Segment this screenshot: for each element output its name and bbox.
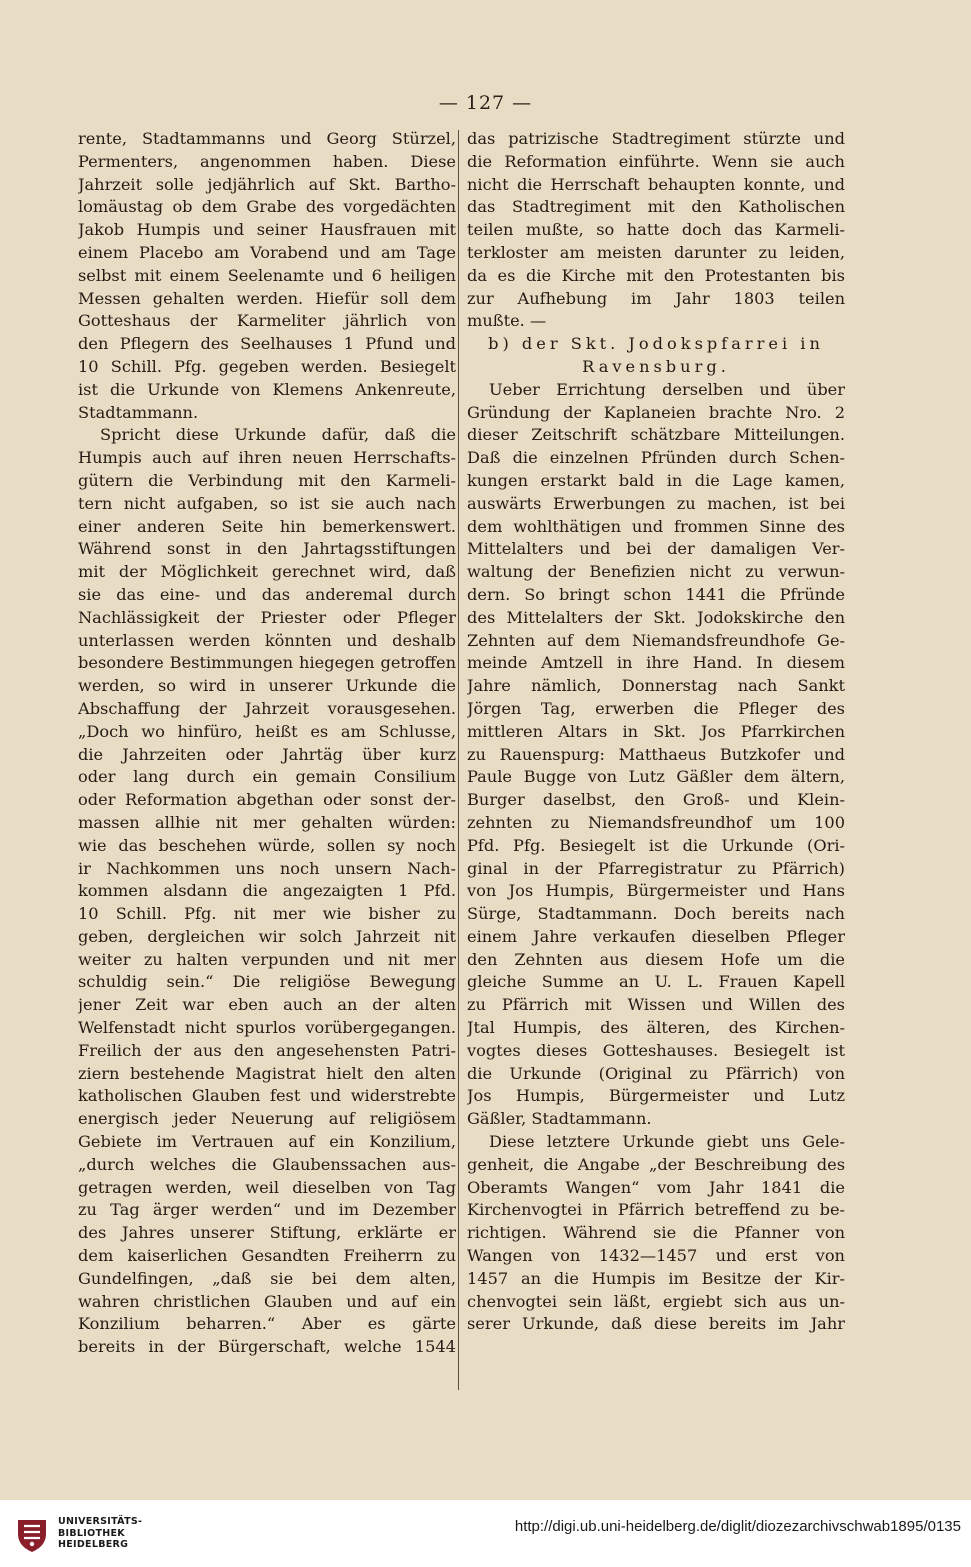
text-line: teilen mußte, so hatte doch das Karmeli- [467,220,845,240]
text-line: richtigen. Während sie die Pfanner von [467,1223,845,1243]
library-name [58,1516,142,1551]
page-number: — 127 — [438,92,533,114]
text-line: das patrizische Stadtregiment stürzte und [467,129,845,148]
footer-bar [0,1500,971,1567]
text-line: Stadtammann. [78,402,199,422]
text-line: chenvogtei sein läßt, ergiebt sich aus un- [467,1291,845,1311]
text-line: die Reformation einführte. Wenn sie auch [467,151,845,171]
text-line: nicht die Herrschaft behaupten konnte, und [467,174,845,194]
text-line: sie das eine- und das anderemal durch [78,584,456,604]
text-line: 10 Schill. Pfg. nit mer wie bisher zu [78,904,456,924]
text-line: Daß die einzelnen Pfründen durch Schen- [467,448,845,468]
text-line: zur Aufhebung im Jahr 1803 teilen [467,288,845,308]
text-line: waltung der Benefizien nicht zu verwun- [467,562,845,582]
text-line: einer anderen Seite hin bemerkenswert. [78,516,456,536]
text-line: kungen erstarkt bald in die Lage kamen, [467,470,845,490]
text-line: einem Placebo am Vorabend und am Tage [78,242,456,262]
text-line: Ueber Errichtung derselben und über [489,379,845,399]
text-line: Jos Humpis, Bürgermeister und Lutz [467,1086,845,1106]
text-line: Gundelfingen, „daß sie bei dem alten, [78,1268,456,1288]
text-line: Burger daselbst, den Groß- und Klein- [467,790,845,810]
text-line: katholischen Glauben fest und widerstrebte [78,1086,456,1106]
text-line: gleiche Summe an U. L. Frauen Kapell [467,972,845,992]
text-line: 1457 an die Humpis im Besitze der Kir- [467,1268,845,1288]
text-line: mußte. — [467,311,547,331]
text-line: Mittelalters und bei der damaligen Ver- [467,539,845,559]
text-line: ginal in der Pfarregistratur zu Pfärrich) [467,858,845,878]
text-line: Nachlässigkeit der Priester oder Pfleger [78,607,456,627]
text-line: „Doch wo hinfüro, heißt es am Schlusse, [78,721,456,741]
text-line: Jakob Humpis und seiner Hausfrauen mit [78,220,456,240]
text-line: Paule Bugge von Lutz Gäßler dem ältern, [467,767,845,787]
text-line: Kirchenvogtei in Pfärrich betreffend zu be- [467,1200,845,1220]
text-line: Jahre nämlich, Donnerstag nach Sankt [467,676,845,696]
text-line: Sürge, Stadtammann. Doch bereits nach [467,904,845,924]
text-line: jener Zeit war eben auch an der alten [78,995,456,1015]
text-line: kommen alsdann die angezaigten 1 Pfd. [78,881,456,901]
text-line: einem Jahre verkaufen dieselben Pfleger [467,926,845,946]
text-line: Permenters, angenommen haben. Diese [78,151,456,171]
text-line: da es die Kirche mit den Protestanten bis [467,265,845,285]
text-line: schuldig sein.“ Die religiöse Bewegung [78,972,456,992]
text-line: Zehnten auf dem Niemandsfreundhofe Ge- [467,630,845,650]
text-line: Gotteshaus der Karmeliter jährlich von [78,311,456,331]
text-line: Freilich der aus den angesehensten Patri- [78,1040,456,1060]
text-line: zu Tag ärger werden“ und im Dezember [78,1200,456,1220]
text-line: gütern die Verbindung mit den Karmeli- [78,470,456,490]
text-line: wahren christlichen Glauben und auf ein [78,1291,456,1311]
text-line: vogtes dieses Gotteshauses. Besiegelt ist [467,1040,845,1060]
text-line: auswärts Erwerbungen zu machen, ist bei [467,493,845,513]
text-line: dem kaiserlichen Gesandten Freiherrn zu [78,1246,456,1266]
text-line: den Pflegern des Seelhauses 1 Pfund und [78,334,456,354]
text-line: dieser Zeitschrift schätzbare Mitteilungen. [467,425,845,445]
text-line: Abschaffung der Jahrzeit vorausgesehen. [78,698,456,718]
text-line: Spricht diese Urkunde dafür, daß die [100,425,456,445]
text-line: genheit, die Angabe „der Beschreibung des [467,1154,845,1174]
text-line: „durch welches die Glaubenssachen aus- [78,1154,456,1174]
text-line: Oberamts Wangen“ vom Jahr 1841 die [467,1177,845,1197]
text-line: mittleren Altars in Skt. Jos Pfarrkirchen [467,721,845,741]
text-line: Jtal Humpis, des älteren, des Kirchen- [467,1018,845,1038]
text-line: werden, so wird in unserer Urkunde die [78,676,456,696]
text-line: oder Reformation abgethan oder sonst der- [78,790,456,810]
text-line: Messen gehalten werden. Hiefür soll dem [78,288,456,308]
text-line: 10 Schill. Pfg. gegeben werden. Besiegelt [78,356,456,376]
library-seal-icon [14,1514,50,1554]
left-column [78,128,456,1359]
text-line: weiter zu halten verpunden und nit mer [78,949,456,969]
section-heading: b) der Skt. Jodokspfarrei in [488,334,824,354]
text-line: dem wohlthätigen und frommen Sinne des [467,516,845,536]
column-divider [458,130,459,1390]
text-line: dern. So bringt schon 1441 die Pfründe [467,584,845,604]
text-line: wie das beschehen würde, sollen sy noch [78,835,456,855]
text-line: den Zehnten aus diesem Hofe um die [467,949,845,969]
text-line: unterlassen werden könnten und deshalb [78,630,456,650]
text-line: mit der Möglichkeit gerechnet wird, daß [78,562,456,582]
text-line: Gebiete im Vertrauen auf ein Konzilium, [78,1132,456,1152]
text-line: zu Rauenspurg: Matthaeus Butzkofer und [467,744,845,764]
text-line: getragen werden, weil dieselben von Tag [78,1177,456,1197]
text-line: Welfenstadt nicht spurlos vorübergegangen. [78,1018,456,1038]
text-line: ziern bestehende Magistrat hielt den alten [78,1063,456,1083]
section-heading: Ravensburg. [582,356,730,376]
text-line: massen allhie nit mer gehalten würden: [78,812,456,832]
text-line: oder lang durch ein gemain Consilium [78,767,456,787]
text-line: Jörgen Tag, erwerben die Pfleger des [467,698,845,718]
text-line: Konzilium beharren.“ Aber es gärte [78,1314,456,1334]
text-line: geben, dergleichen wir solch Jahrzeit nit [78,926,456,946]
text-line: tern nicht aufgaben, so ist sie auch nach [78,493,456,513]
text-line: Wangen von 1432—1457 und erst von [467,1246,845,1266]
text-line: von Jos Humpis, Bürgermeister und Hans [467,881,845,901]
text-line: die Jahrzeiten oder Jahrtäg über kurz [78,744,456,764]
library-name-line: BIBLIOTHEK [58,1527,125,1539]
text-line: Gäßler, Stadtammann. [467,1109,652,1129]
text-line: lomäustag ob dem Grabe des vorgedächten [78,197,456,217]
text-line: meinde Amtzell in ihre Hand. In diesem [467,653,845,673]
text-line: zu Pfärrich mit Wissen und Willen des [467,995,845,1015]
library-name-line: HEIDELBERG [58,1539,129,1550]
right-column [467,128,845,1336]
text-line: besondere Bestimmungen hiegegen getroffen [78,653,456,673]
text-line: serer Urkunde, daß diese bereits im Jahr [467,1314,845,1334]
text-line: zehnten zu Niemandsfreundhof um 100 [467,812,845,832]
text-line: energisch jeder Neuerung auf religiösem [78,1109,456,1129]
text-line: die Urkunde (Original zu Pfärrich) von [467,1063,845,1083]
text-line: Während sonst in den Jahrtagsstiftungen [78,539,456,559]
text-line: Pfd. Pfg. Besiegelt ist die Urkunde (Ori- [467,835,845,855]
text-line: Jahrzeit solle jedjährlich auf Skt. Bartho- [78,174,456,194]
text-line: ist die Urkunde von Klemens Ankenreute, [78,379,456,399]
text-line: des Jahres unserer Stiftung, erklärte er [78,1223,456,1243]
source-url[interactable]: http://digi.ub.uni-heidelberg.de/diglit/diozezarchivschwab1895/0135 [514,1518,961,1535]
text-line: des Mittelalters der Skt. Jodokskirche den [467,607,845,627]
text-line: bereits in der Bürgerschaft, welche 1544 [78,1337,456,1357]
text-line: ir Nachkommen uns noch unsern Nach- [78,858,456,878]
text-line: Diese letztere Urkunde giebt uns Gele- [489,1132,845,1152]
text-line: terkloster am meisten darunter zu leiden, [467,242,845,262]
text-line: selbst mit einem Seelenamte und 6 heiligen [78,265,456,285]
text-line: rente, Stadtammanns und Georg Stürzel, [78,129,456,148]
text-line: Humpis auch auf ihren neuen Herrschafts- [78,448,456,468]
text-line: Gründung der Kaplaneien brachte Nro. 2 [467,402,845,422]
text-line: das Stadtregiment mit den Katholischen [467,197,845,217]
library-name-line: UNIVERSITÄTS- [58,1516,143,1527]
